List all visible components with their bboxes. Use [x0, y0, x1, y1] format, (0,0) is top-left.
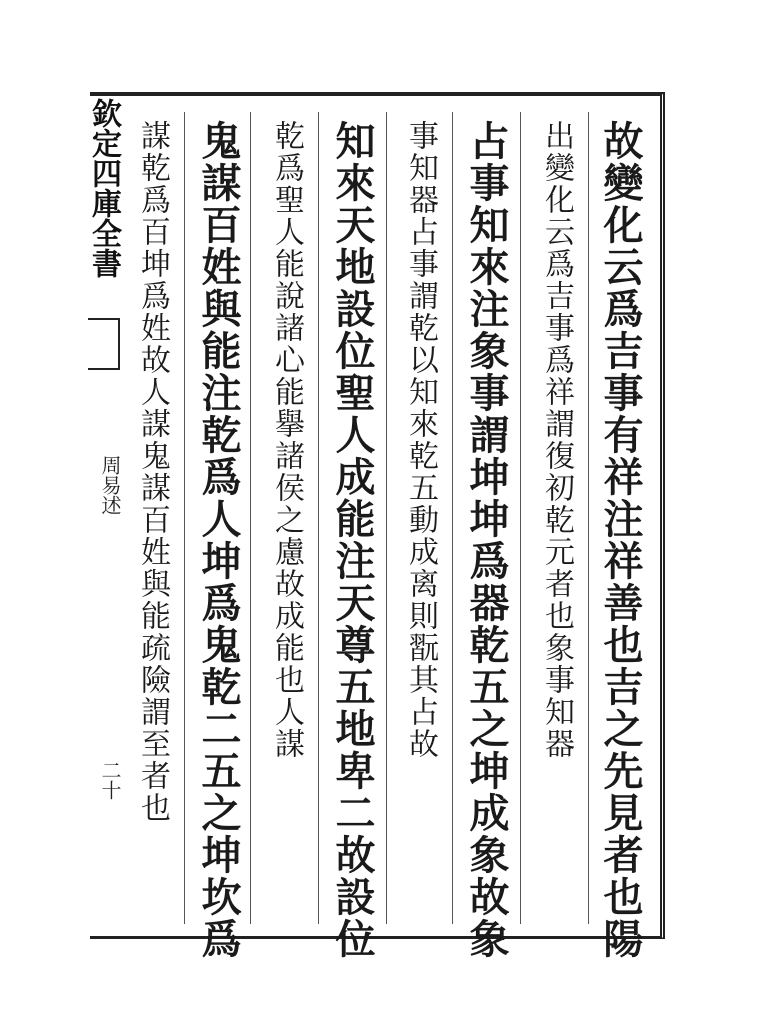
page-number: 二十 — [98, 760, 122, 800]
text-column-6: 乾爲聖人能說諸心能擧諸侯之慮故成能也人謀 — [269, 120, 304, 760]
book-title: 周易述 — [98, 455, 122, 515]
column-rule — [318, 112, 319, 924]
text-column-8: 謀乾爲百坤爲姓故人謀鬼謀百姓與能疏險謂至者也 — [135, 120, 170, 824]
text-column-1: 故變化云爲吉事有祥注祥善也吉之先見者也陽 — [597, 120, 644, 960]
column-rule — [588, 112, 589, 924]
column-rule — [452, 112, 453, 924]
text-column-4: 事知器占事謂乾以知來乾五動成离則翫其占故 — [403, 120, 438, 760]
column-rule — [386, 112, 387, 924]
column-rule — [520, 112, 521, 924]
section-box-mark — [88, 318, 120, 370]
column-rule — [184, 112, 185, 924]
page-frame — [86, 92, 665, 960]
collection-title: 欽定四庫全書 — [86, 98, 121, 278]
text-column-3: 占事知來注象事謂坤坤爲器乾五之坤成象故象 — [463, 120, 510, 960]
text-column-7: 鬼謀百姓與能注乾爲人坤爲鬼乾二五之坤坎爲 — [195, 120, 242, 960]
text-column-5: 知來天地設位聖人成能注天尊五地卑二故設位 — [329, 120, 376, 960]
text-column-2: 出變化云爲吉事爲祥謂復初乾元者也象事知器 — [539, 120, 574, 760]
column-rule — [250, 112, 251, 924]
